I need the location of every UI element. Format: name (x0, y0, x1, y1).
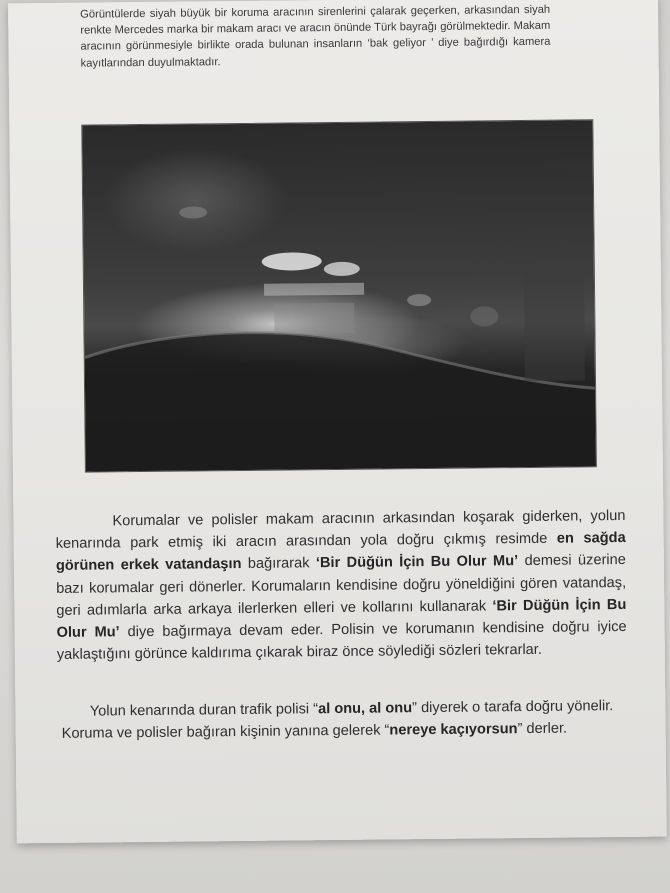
person-silhouette (470, 306, 498, 326)
vehicle-lower (274, 303, 354, 334)
text-span: ” derler. (517, 720, 568, 738)
vehicle-body (264, 283, 364, 296)
photo-scene (82, 120, 596, 471)
bold-text: en sağda görünen erkek vatandaşın (55, 530, 626, 575)
main-paragraph (55, 505, 627, 666)
text-span: diye bağırmaya devam eder. Polisin ve korumanın kendisine doğru iyice yaklaştığını görünce kaldırıma çıkarak biraz önce söylediği sözleri tekrarlar. (56, 618, 627, 664)
distant-light (179, 206, 207, 218)
vehicle-light (262, 252, 322, 271)
text-span: ” diyerek o tarafa doğru yönelir. Koruma ve polisler bağıran kişinin yanına gelerek “ (61, 698, 614, 742)
paper-sheet (8, 0, 667, 843)
bold-quote: ‘Bir Düğün İçin Bu Olur Mu’ (315, 553, 519, 572)
vehicle-light-2 (324, 262, 360, 276)
bold-quote: nereye kaçıyorsun (389, 721, 518, 739)
bold-quote: ‘Bir Düğün İçin Bu Olur Mu’ (56, 596, 627, 641)
street-light (407, 294, 431, 306)
night-street-photo (81, 119, 597, 472)
text-span: demesi üzerine bazı korumalar geri dönerler. Korumaların kendisine doğru yöneldiğini gören vatandaş, geri adımlarla arka arkaya ilerlerken elleri ve kollarını kullanarak (56, 552, 627, 619)
road-shadow (84, 329, 595, 472)
text-span: Yolun kenarında duran trafik polisi “ (89, 701, 319, 720)
closing-paragraph (61, 695, 621, 745)
bold-quote: al onu, al onu (317, 700, 413, 718)
intro-paragraph: Görüntülerde siyah büyük bir koruma aracının sirenlerini çalarak geçerken, arkasından siyah renkte Mercedes marka bir makam aracı ve aracın önünde Türk bayrağı görülmektedir. Makam aracının görünmesiyle birlikte orada bulunan insanların ‘bak geliyor ’ diye bağırdığı kamera kayıtlarından duyulmaktadır. (80, 3, 551, 70)
text-span: bağırarak (241, 555, 317, 573)
parked-car (524, 270, 585, 381)
text-span: Korumalar ve polisler makam aracının arkasından koşarak giderken, yolun kenarında park etmiş iki aracın arasından yola doğru çıkmış resimde (55, 507, 626, 553)
